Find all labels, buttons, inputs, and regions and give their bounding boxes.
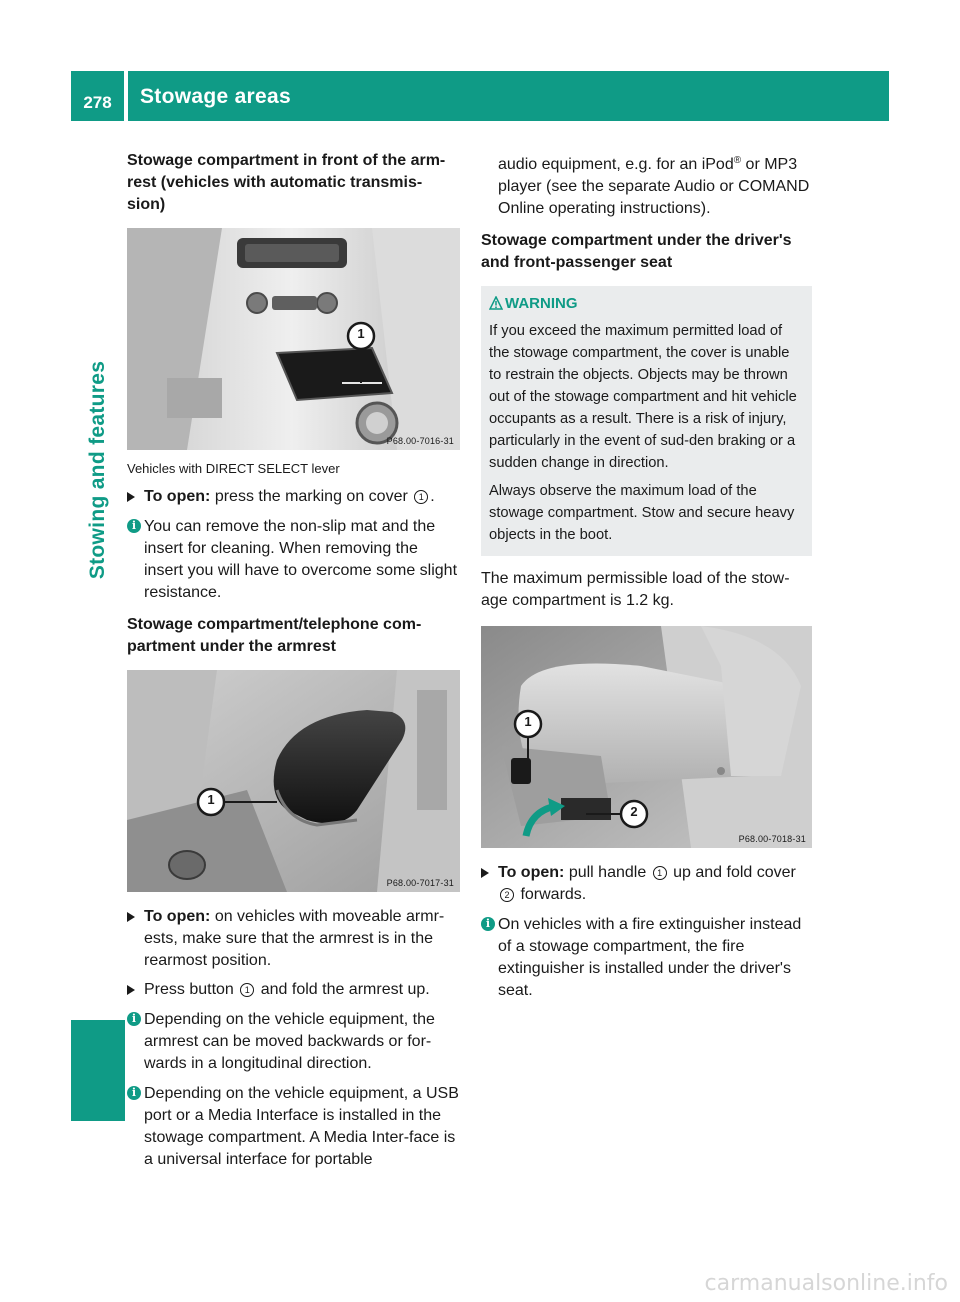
step-armrest-position [127, 906, 460, 972]
figure-center-console [127, 228, 460, 450]
callout-ref: 1 [653, 866, 667, 880]
right-column [481, 150, 812, 1010]
continued-text: or MP3 player (see the separate Audio or COMAND Online operating instructions). [498, 156, 810, 217]
armrest-illustration [127, 670, 460, 892]
footer-watermark: carmanualsonline.info [704, 1271, 948, 1296]
callout-ref: 1 [240, 983, 254, 997]
step-open-cover: To open: press the marking on cover 1 . [127, 486, 460, 508]
callout-ref: 1 [414, 490, 428, 504]
step-text: Press button [144, 981, 234, 998]
info-note [127, 516, 460, 604]
left-column [127, 150, 460, 1179]
info-text: Depending on the vehicle equipment, a USB port or a Media Interface is installed in the stowage compartment. A Media Inter-face is a universal interface for portable [144, 1085, 459, 1168]
figure1-code: P68.00-7016-31 [386, 436, 454, 446]
step-text: and fold the armrest up. [260, 981, 430, 998]
step-open-seat-compartment [481, 862, 812, 906]
side-tab-marker [71, 1020, 125, 1121]
header-divider [124, 71, 128, 121]
heading-seat-compartment: Stowage compartment under the driver's and front-passenger seat [481, 232, 792, 271]
warning-icon [489, 296, 503, 310]
step-label: To open: [498, 864, 565, 881]
load-paragraph: The maximum permissible load of the stow-age compartment is 1.2 kg. [481, 570, 790, 609]
warning-paragraph: Always observe the maximum load of the stowage compartment. Stow and secure heavy objects in the boot. [489, 483, 795, 543]
warning-paragraph: If you exceed the maximum permitted load of the stowage compartment, the cover is unable to restrain the objects. Objects may be thrown out of the stowage compartment and hit vehicle occupants as a result. There is a risk of injury, particularly in the event of sud-den braking or a sudden change in direction. [489, 323, 797, 471]
warning-title: WARNING [505, 295, 578, 312]
figure3-callout-2: 2 [630, 804, 638, 819]
info-text: Depending on the vehicle equipment, the armrest can be moved backwards or for-wards in a longitudinal direction. [144, 1011, 435, 1072]
info-icon: i [127, 1086, 141, 1100]
step-press-button [127, 979, 460, 1001]
step-arrow-icon [127, 985, 135, 995]
figure3-code: P68.00-7018-31 [738, 834, 806, 844]
center-console-illustration [127, 228, 460, 450]
step-text: press the marking on cover [214, 488, 408, 505]
figure-armrest [127, 670, 460, 892]
info-icon: i [481, 917, 495, 931]
figure-seat [481, 626, 812, 848]
info-text: On vehicles with a fire extinguisher instead of a stowage compartment, the fire extinguisher is installed under the driver's seat. [498, 916, 802, 999]
step-text: pull handle [568, 864, 647, 881]
info-icon: i [127, 1012, 141, 1026]
figure3-callout-1: 1 [524, 714, 532, 729]
figure1-callout-1: 1 [357, 326, 365, 341]
step-label: To open: [144, 488, 211, 505]
figure2-code: P68.00-7017-31 [386, 878, 454, 888]
seat-illustration [481, 626, 812, 848]
warning-head [489, 294, 804, 314]
info-note [127, 1009, 460, 1075]
step-arrow-icon [481, 868, 489, 878]
continued-paragraph [481, 150, 812, 220]
figure1-caption: Vehicles with DIRECT SELECT lever [127, 461, 340, 476]
callout-ref: 2 [500, 888, 514, 902]
side-label-text: Stowing and features [86, 360, 109, 580]
figure2-callout-1: 1 [207, 792, 215, 807]
continued-text: audio equipment, e.g. for an iPod [498, 156, 734, 173]
heading-armrest-front: Stowage compartment in front of the arm-rest (vehicles with automatic transmis-sion) [127, 152, 446, 213]
section-title: Stowage areas [140, 85, 291, 108]
info-note [127, 1083, 460, 1171]
step-text: up and fold cover [673, 864, 796, 881]
step-arrow-icon [127, 912, 135, 922]
page-number: 278 [83, 93, 112, 112]
step-arrow-icon [127, 492, 135, 502]
info-note [481, 914, 812, 1002]
step-text: forwards. [520, 886, 587, 903]
info-icon: i [127, 519, 141, 533]
step-text: on vehicles with moveable armr-ests, make sure that the armrest is in the rearmost position. [144, 908, 445, 969]
step-label: To open: [144, 908, 211, 925]
registered-mark: ® [733, 155, 742, 166]
info-text: You can remove the non-slip mat and the insert for cleaning. When removing the insert you will have to overcome some slight resistance. [144, 518, 458, 601]
warning-box [481, 286, 812, 556]
heading-armrest-compartment: Stowage compartment/telephone com-partment under the armrest [127, 616, 422, 655]
